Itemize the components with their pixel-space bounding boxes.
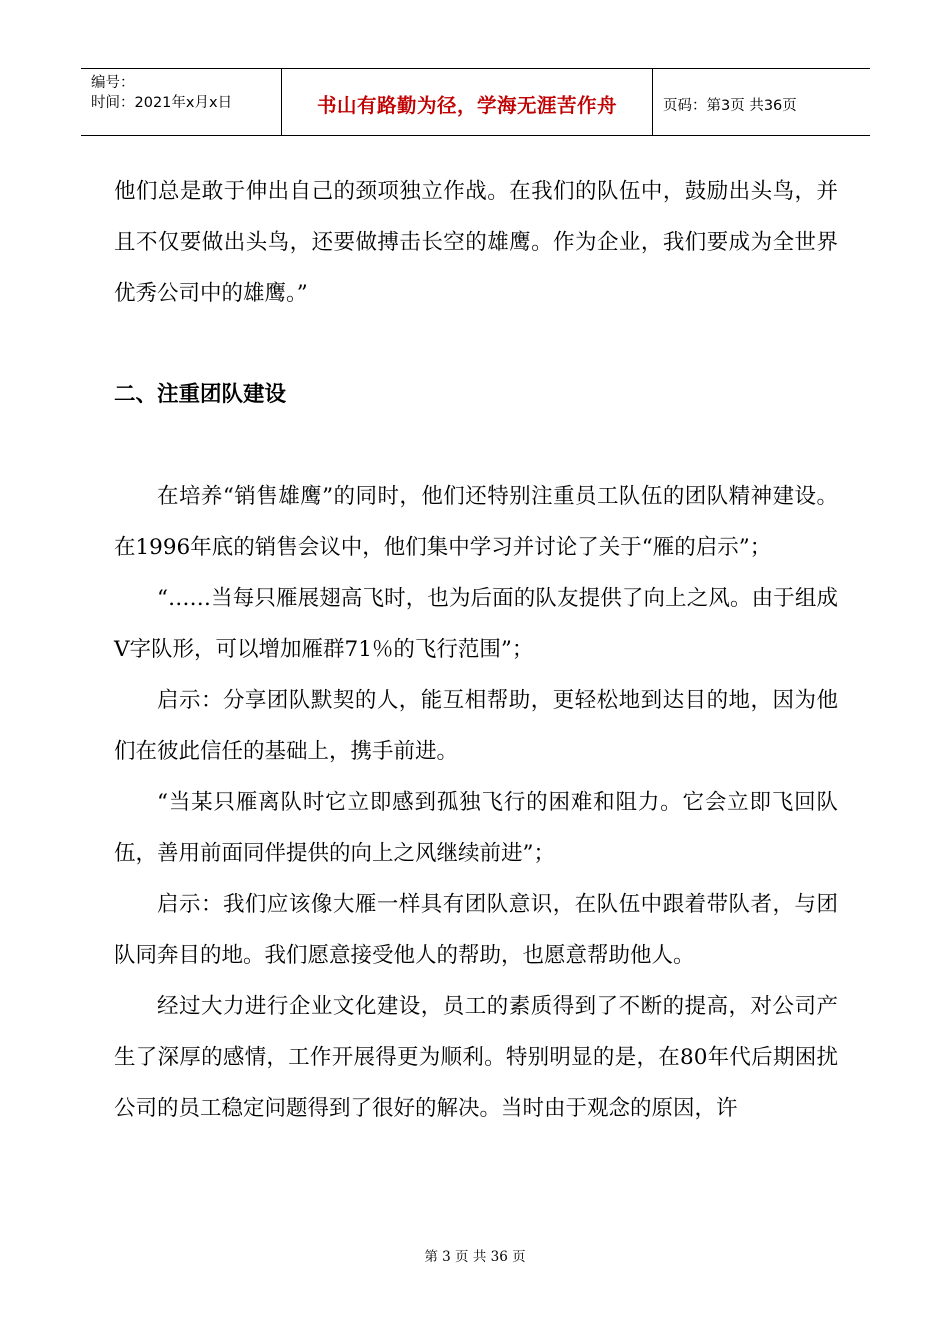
body-paragraph-3: “……当每只雁展翅高飞时，也为后面的队友提供了向上之风。由于组成V字队形，可以增加雁群71％的飞行范围”； [114,586,838,662]
page-footer: 第 3 页 共 36 页 [424,1249,526,1265]
body-paragraph-7: 经过大力进行企业文化建设，员工的素质得到了不断的提高，对公司产生了深厚的感情，工作开展得更为顺利。特别明显的是，在80年代后期困扰公司的员工稳定问题得到了很好的解决。当时由于观念的原因，许 [114,994,838,1121]
header-motto: 书山有路勤为径，学海无涯苦作舟 [282,69,653,135]
header-meta-cell [81,69,282,135]
document-date-label: 时间：2021年x月x日 [91,95,233,111]
spacer [114,319,838,369]
document-body [114,166,838,1134]
page-header [81,68,870,136]
spacer [114,420,838,471]
body-paragraph-5: “当某只雁离队时它立即感到孤独飞行的困难和阻力。它会立即飞回队伍，善用前面同伴提供的向上之风继续前进”； [114,790,838,866]
header-page-info: 页码：第3页 共36页 [663,97,797,114]
body-paragraph-1: 他们总是敢于伸出自己的颈项独立作战。在我们的队伍中，鼓励出头鸟，并且不仅要做出头鸟，还要做搏击长空的雄鹰。作为企业，我们要成为全世界优秀公司中的雄鹰。” [114,179,838,306]
body-paragraph-2: 在培养“销售雄鹰”的同时，他们还特别注重员工队伍的团队精神建设。在1996年底的销售会议中，他们集中学习并讨论了关于“雁的启示”； [114,484,838,560]
body-paragraph-6: 启示：我们应该像大雁一样具有团队意识，在队伍中跟着带队者，与团队同奔目的地。我们愿意接受他人的帮助，也愿意帮助他人。 [114,892,838,968]
document-number-label: 编号： [91,75,135,91]
body-paragraph-4: 启示：分享团队默契的人，能互相帮助，更轻松地到达目的地，因为他们在彼此信任的基础上，携手前进。 [114,688,838,764]
section-heading: 二、注重团队建设 [114,382,287,407]
